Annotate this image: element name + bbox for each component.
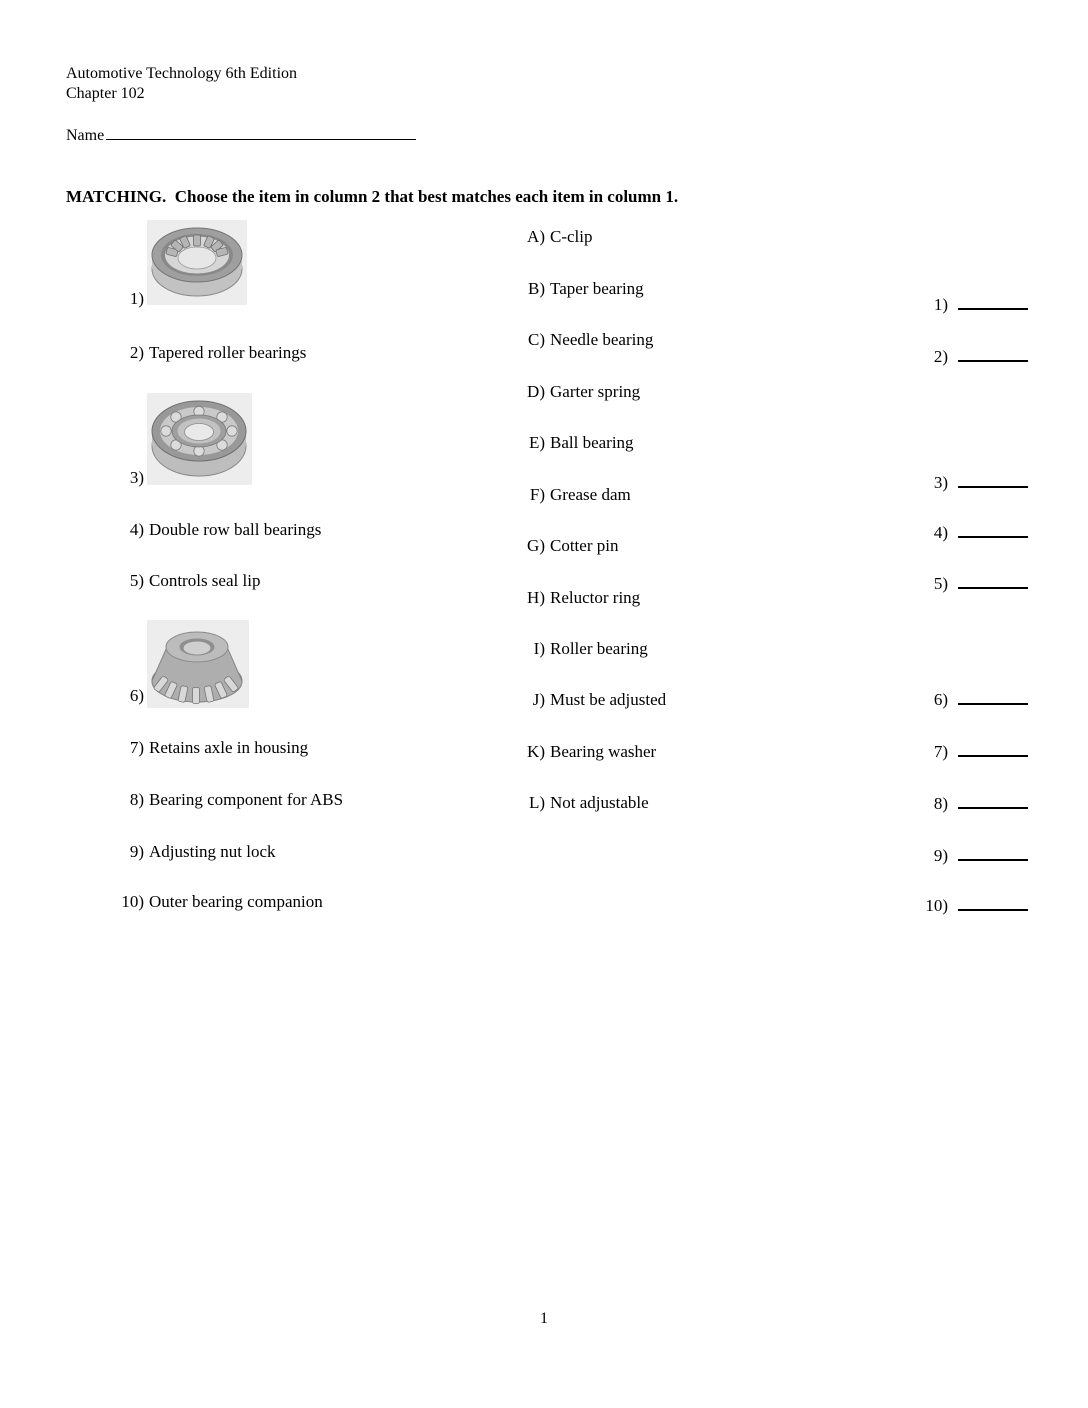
answer-blank[interactable]	[958, 740, 1028, 757]
option-text: Bearing washer	[550, 742, 657, 761]
item-text: Bearing component for ABS	[149, 790, 344, 809]
option-G	[505, 536, 618, 556]
answer-number: 4)	[933, 523, 948, 542]
option-letter: I)	[533, 639, 545, 658]
match-item-9	[118, 842, 276, 862]
answer-number: 3)	[933, 473, 948, 492]
matching-instructions: MATCHING. Choose the item in column 2 that best matches each item in column 1.	[66, 187, 679, 206]
answer-10	[905, 894, 1028, 916]
option-text: Taper bearing	[550, 279, 644, 298]
match-item-2	[118, 343, 306, 363]
answer-8	[905, 792, 1028, 814]
answer-blank[interactable]	[958, 688, 1028, 705]
item-number: 8)	[129, 790, 144, 809]
option-A	[505, 227, 593, 247]
option-D	[505, 382, 640, 402]
answer-blank[interactable]	[958, 521, 1028, 538]
option-K	[505, 742, 656, 762]
name-row	[66, 124, 416, 145]
item-text: Adjusting nut lock	[149, 842, 276, 861]
option-letter: G)	[527, 536, 545, 555]
answer-7	[905, 740, 1028, 762]
option-text: Needle bearing	[550, 330, 654, 349]
option-text: Roller bearing	[550, 639, 648, 658]
option-letter: J)	[532, 690, 545, 709]
answer-number: 10)	[925, 896, 948, 915]
item-number: 3)	[129, 468, 144, 487]
option-text: Grease dam	[550, 485, 631, 504]
option-text: Not adjustable	[550, 793, 649, 812]
match-item-7	[118, 738, 308, 758]
item-number: 9)	[129, 842, 144, 861]
answer-9	[905, 844, 1028, 866]
option-letter: L)	[528, 793, 545, 812]
option-C	[505, 330, 653, 350]
option-I	[505, 639, 648, 659]
name-blank-line[interactable]	[106, 124, 416, 140]
option-letter: C)	[528, 330, 545, 349]
answer-5	[905, 572, 1028, 594]
option-letter: A)	[527, 227, 545, 246]
option-text: C-clip	[550, 227, 593, 246]
option-letter: E)	[528, 433, 545, 452]
answer-4	[905, 521, 1028, 543]
item-text: Double row ball bearings	[149, 520, 322, 539]
option-H	[505, 588, 640, 608]
option-letter: K)	[527, 742, 545, 761]
option-E	[505, 433, 634, 453]
option-B	[505, 279, 644, 299]
answer-1	[905, 293, 1028, 315]
answer-number: 7)	[933, 742, 948, 761]
item-number: 10)	[121, 892, 144, 911]
option-letter: B)	[528, 279, 545, 298]
answer-blank[interactable]	[958, 792, 1028, 809]
option-text: Ball bearing	[550, 433, 634, 452]
answer-number: 5)	[933, 574, 948, 593]
option-text: Must be adjusted	[550, 690, 667, 709]
match-item-10	[118, 892, 323, 912]
ball-bearing-photo	[147, 393, 252, 485]
match-item-8	[118, 790, 343, 810]
answer-number: 2)	[933, 347, 948, 366]
item-number: 7)	[129, 738, 144, 757]
answer-3	[905, 471, 1028, 493]
answer-number: 6)	[933, 690, 948, 709]
doc-chapter: Chapter 102	[66, 85, 145, 102]
item-number: 4)	[129, 520, 144, 539]
tapered-roller-bearing-photo	[147, 620, 249, 708]
answer-6	[905, 688, 1028, 710]
roller-bearing-photo	[147, 220, 247, 305]
item-number: 5)	[129, 571, 144, 590]
item-number: 6)	[129, 686, 144, 705]
answer-blank[interactable]	[958, 894, 1028, 911]
doc-title: Automotive Technology 6th Edition	[66, 65, 298, 82]
option-text: Cotter pin	[550, 536, 619, 555]
option-F	[505, 485, 631, 505]
item-number: 2)	[129, 343, 144, 362]
name-label: Name	[66, 127, 105, 144]
answer-blank[interactable]	[958, 293, 1028, 310]
match-item-6	[118, 686, 149, 706]
answer-2	[905, 345, 1028, 367]
option-text: Reluctor ring	[550, 588, 641, 607]
option-letter: D)	[527, 382, 545, 401]
match-item-4	[118, 520, 321, 540]
match-item-1	[118, 289, 149, 309]
item-text: Tapered roller bearings	[149, 343, 307, 362]
item-number: 1)	[129, 289, 144, 308]
answer-blank[interactable]	[958, 844, 1028, 861]
option-letter: H)	[527, 588, 545, 607]
option-text: Garter spring	[550, 382, 641, 401]
option-J	[505, 690, 666, 710]
match-item-3	[118, 468, 149, 488]
item-text: Outer bearing companion	[149, 892, 323, 911]
answer-blank[interactable]	[958, 471, 1028, 488]
answer-number: 1)	[933, 295, 948, 314]
match-item-5	[118, 571, 260, 591]
answer-number: 8)	[933, 794, 948, 813]
item-text: Controls seal lip	[149, 571, 261, 590]
option-letter: F)	[529, 485, 545, 504]
page-number: 1	[540, 1310, 548, 1327]
answer-blank[interactable]	[958, 572, 1028, 589]
option-L	[505, 793, 649, 813]
item-text: Retains axle in housing	[149, 738, 309, 757]
answer-number: 9)	[933, 846, 948, 865]
answer-blank[interactable]	[958, 345, 1028, 362]
